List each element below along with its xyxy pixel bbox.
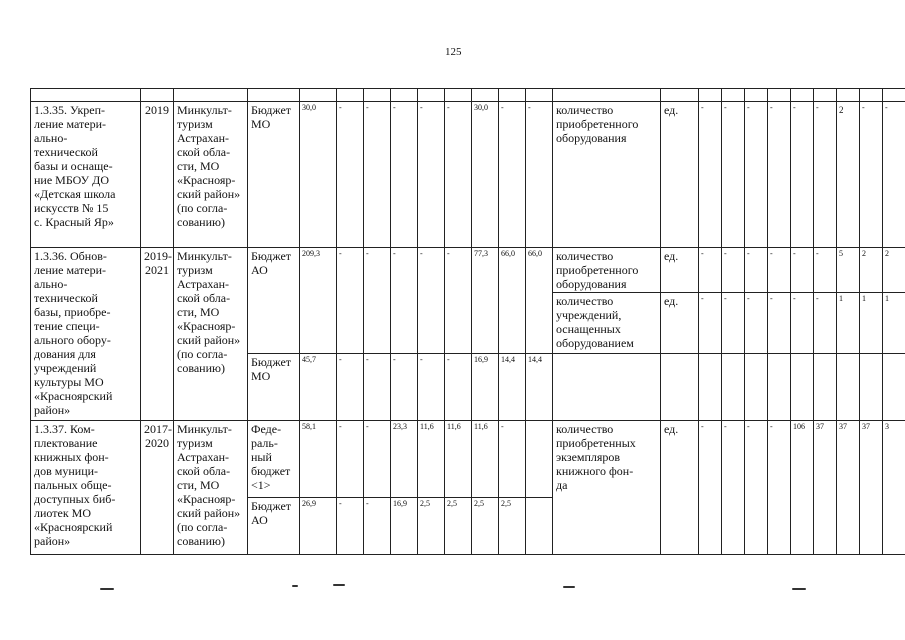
indicator-value: 1 — [837, 293, 860, 354]
funding-total: 209,3 — [300, 248, 337, 354]
indicator-unit: ед. — [661, 293, 699, 354]
funding-total: 26,9 — [300, 498, 337, 555]
funding-year-value: 2,5 — [445, 498, 472, 555]
empty-unit-cell — [661, 354, 699, 421]
funding-year-value: - — [337, 498, 364, 555]
funding-year-value: - — [418, 354, 445, 421]
empty-indicator-cell — [553, 354, 661, 421]
indicator-value: - — [699, 102, 722, 248]
funding-year-value: 30,0 — [472, 102, 499, 248]
indicator-value: - — [768, 293, 791, 354]
measure-years: 2019 — [141, 102, 174, 248]
funding-year-value: 11,6 — [472, 421, 499, 498]
funding-year-value: - — [391, 248, 418, 354]
indicator-value: - — [860, 102, 883, 248]
funding-year-value: - — [418, 102, 445, 248]
funding-year-value: - — [364, 421, 391, 498]
funding-total: 45,7 — [300, 354, 337, 421]
funding-year-value: 14,4 — [499, 354, 526, 421]
indicator-value: 2 — [860, 248, 883, 293]
funding-year-value: 2,5 — [418, 498, 445, 555]
funding-year-value: 23,3 — [391, 421, 418, 498]
page-number: 125 — [445, 46, 462, 58]
funding-source: Бюджет АО — [248, 248, 300, 354]
funding-year-value: 77,3 — [472, 248, 499, 354]
funding-year-value: - — [445, 354, 472, 421]
funding-year-value: - — [418, 248, 445, 354]
measure-executor: Минкульт- туризм Астрахан- ской обла- сти, МО «Краснояр- ский район» (по согла- сованию) — [174, 102, 248, 248]
indicator-value: - — [768, 102, 791, 248]
scan-mark — [292, 585, 298, 587]
funding-year-value: - — [337, 421, 364, 498]
scan-mark — [333, 584, 345, 586]
funding-year-value — [526, 498, 553, 555]
indicator-value: - — [722, 293, 745, 354]
funding-year-value: - — [499, 102, 526, 248]
indicator-value: 37 — [837, 421, 860, 555]
funding-year-value: - — [337, 354, 364, 421]
indicator-value: 106 — [791, 421, 814, 555]
program-table — [30, 88, 905, 555]
indicator-unit: ед. — [661, 421, 699, 555]
funding-source: Феде- раль- ный бюджет <1> — [248, 421, 300, 498]
funding-year-value: - — [364, 498, 391, 555]
indicator-value: 37 — [814, 421, 837, 555]
indicator-value: - — [745, 248, 768, 293]
indicator-value: - — [722, 102, 745, 248]
indicator-name: количество приобретенного оборудования — [553, 248, 661, 293]
indicator-value: - — [699, 421, 722, 555]
indicator-value: - — [745, 421, 768, 555]
funding-source: Бюджет АО — [248, 498, 300, 555]
indicator-value: 1 — [860, 293, 883, 354]
indicator-value: 1 — [883, 293, 905, 354]
indicator-value: - — [814, 102, 837, 248]
indicator-value: - — [745, 293, 768, 354]
funding-year-value: - — [337, 102, 364, 248]
indicator-value: - — [722, 421, 745, 555]
indicator-value: - — [791, 248, 814, 293]
funding-year-value — [526, 421, 553, 498]
indicator-value: 5 — [837, 248, 860, 293]
funding-year-value: - — [364, 354, 391, 421]
indicator-unit: ед. — [661, 102, 699, 248]
funding-year-value: 2,5 — [499, 498, 526, 555]
funding-year-value: 2,5 — [472, 498, 499, 555]
funding-year-value: - — [364, 102, 391, 248]
indicator-value: - — [883, 102, 905, 248]
funding-year-value: 16,9 — [472, 354, 499, 421]
measure-description: 1.3.37. Ком- плектование книжных фон- дов муници- пальных обще- доступных биб- лиотек МО «Красноярский район» — [31, 421, 141, 555]
funding-year-value: - — [391, 354, 418, 421]
measure-description: 1.3.36. Обнов- ление матери- ально- технической базы, приобре- тение специ- ального обору- дования для учреждений культуры МО «Красноярский район» — [31, 248, 141, 421]
indicator-value: - — [699, 293, 722, 354]
funding-year-value: - — [499, 421, 526, 498]
scan-mark — [563, 586, 575, 588]
table-row — [31, 421, 905, 498]
indicator-value: - — [791, 293, 814, 354]
indicator-value: - — [814, 248, 837, 293]
indicator-value: 37 — [860, 421, 883, 555]
funding-year-value: 66,0 — [526, 248, 553, 354]
indicator-name: количество приобретенного оборудования — [553, 102, 661, 248]
indicator-value: - — [768, 421, 791, 555]
funding-year-value: - — [391, 102, 418, 248]
indicator-value: 2 — [837, 102, 860, 248]
funding-total: 58,1 — [300, 421, 337, 498]
funding-year-value: - — [445, 102, 472, 248]
funding-year-value: - — [526, 102, 553, 248]
indicator-value: - — [722, 248, 745, 293]
funding-year-value: 66,0 — [499, 248, 526, 354]
indicator-value: - — [768, 248, 791, 293]
indicator-value: - — [814, 293, 837, 354]
indicator-value: - — [791, 102, 814, 248]
table-header-row — [31, 89, 905, 102]
indicator-value: 2 — [883, 248, 905, 293]
indicator-value: - — [745, 102, 768, 248]
measure-executor: Минкульт- туризм Астрахан- ской обла- сти, МО «Краснояр- ский район» (по согла- сованию) — [174, 421, 248, 555]
funding-year-value: 11,6 — [418, 421, 445, 498]
scan-mark — [100, 588, 114, 590]
funding-year-value: - — [337, 248, 364, 354]
indicator-name: количество приобретенных экземпляров книжного фон- да — [553, 421, 661, 555]
indicator-value: - — [699, 248, 722, 293]
funding-year-value: 16,9 — [391, 498, 418, 555]
indicator-unit: ед. — [661, 248, 699, 293]
funding-total: 30,0 — [300, 102, 337, 248]
measure-years: 2017- 2020 — [141, 421, 174, 555]
measure-years: 2019- 2021 — [141, 248, 174, 421]
table-row — [31, 248, 905, 293]
funding-source: Бюджет МО — [248, 354, 300, 421]
funding-year-value: - — [364, 248, 391, 354]
indicator-value: 3 — [883, 421, 905, 555]
measure-executor: Минкульт- туризм Астрахан- ской обла- сти, МО «Краснояр- ский район» (по согла- сованию) — [174, 248, 248, 421]
indicator-name: количество учреждений, оснащенных оборудованием — [553, 293, 661, 354]
funding-year-value: - — [445, 248, 472, 354]
measure-description: 1.3.35. Укреп- ление матери- ально- технической базы и оснаще- ние МБОУ ДО «Детская школа искусств № 15 с. Красный Яр» — [31, 102, 141, 248]
scan-mark — [792, 588, 806, 590]
funding-year-value: 14,4 — [526, 354, 553, 421]
table-row — [31, 102, 905, 248]
funding-year-value: 11,6 — [445, 421, 472, 498]
funding-source: Бюджет МО — [248, 102, 300, 248]
